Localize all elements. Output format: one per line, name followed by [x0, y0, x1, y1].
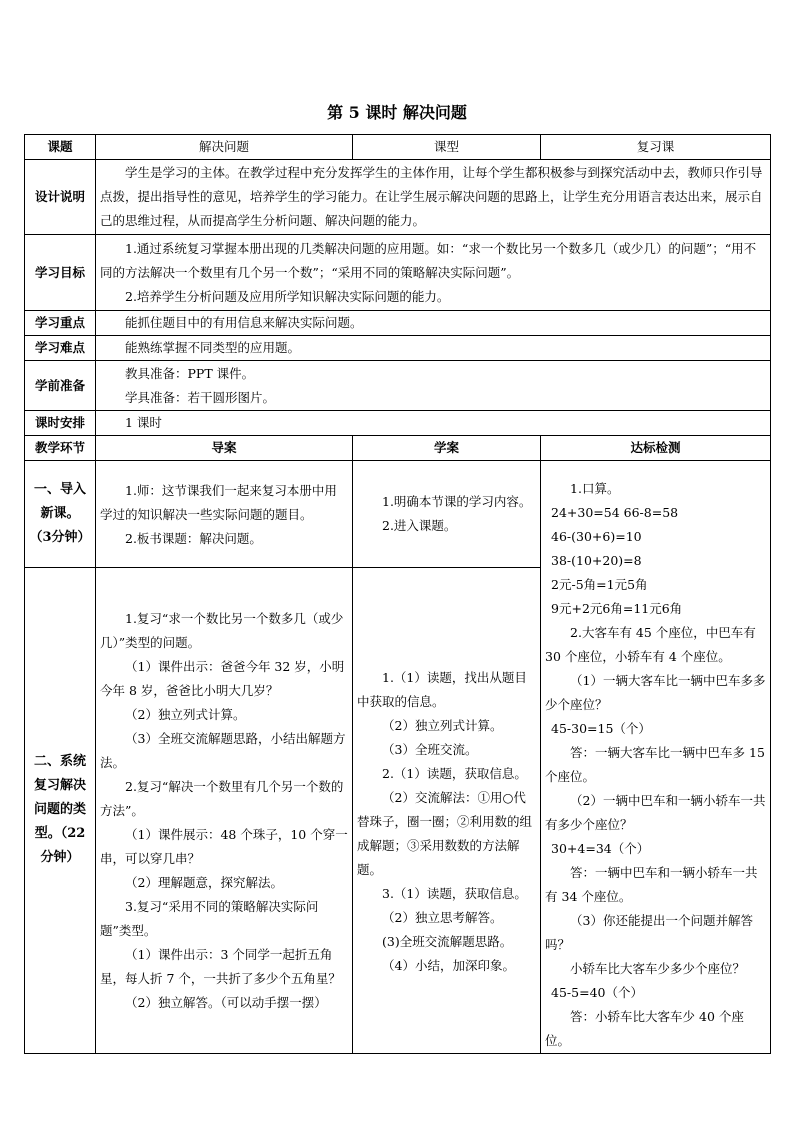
page-title: 第 5 课时 解决问题: [327, 103, 467, 122]
stage1-guide: 1.师：这节课我们一起来复习本册中用学过的知识解决一些实际问题的题目。 2.板书课题：解决问题。: [96, 461, 353, 568]
stage2-guide: 1.复习“求一个数比另一个数多几（或少几）”类型的问题。 （1）课件出示：爸爸今年 32 岁，小明今年 8 岁，爸爸比小明大几岁？ （2）独立列式计算。 （3）全班交流解题思路，小结出解题方法。 2.复习“解决一个数里有几个另一个数的方法”。 （1）课件展示：48 个珠子，10 个穿一串，可以穿几串？ （2）理解题意，探究解法。 3.复习“采用不同的策略解决实际问题”类型。 （1）课件出示：3 个同学一起折五角星，每人折 7 个，一共折了多少个五角星？ （2）独立解答。（可以动手摆一摆）: [96, 567, 353, 1053]
lesson-plan-table: [24, 134, 771, 1054]
check-item: 38-(10+20)=8: [551, 553, 642, 568]
key-points-label: 学习重点: [25, 311, 96, 336]
check-item: （1）一辆大客车比一辆中巴车多多少个座位？: [545, 673, 766, 712]
check-item: 答：小轿车比大客车少 40 个座位。: [545, 1009, 744, 1048]
course-value: 解决问题: [96, 135, 353, 160]
check-item: 46-(30+6)=10: [551, 529, 642, 544]
goals-label: 学习目标: [25, 235, 96, 311]
key-points-row: [25, 311, 771, 336]
column-check: 达标检测: [541, 436, 771, 461]
column-stage: 教学环节: [25, 436, 96, 461]
check-item: 2.大客车有 45 个座位，中巴车有 30 个座位，小轿车有 4 个座位。: [545, 625, 756, 664]
type-label: 课型: [353, 135, 541, 160]
course-label: 课题: [25, 135, 96, 160]
goal-item: 2.培养学生分析问题及应用所学知识解决实际问题的能力。: [125, 288, 450, 304]
check-item: 小轿车比大客车少多少个座位？: [570, 961, 746, 976]
check-item: 1.口算。: [570, 481, 620, 496]
schedule-text: 1 课时: [125, 415, 162, 430]
key-points-text: 能抓住题目中的有用信息来解决实际问题。: [125, 315, 363, 330]
difficulty-label: 学习难点: [25, 336, 96, 361]
check-item: 2元-5角=1元5角: [551, 577, 648, 592]
schedule-label: 课时安排: [25, 411, 96, 436]
type-value: 复习课: [541, 135, 771, 160]
goals-row: [25, 235, 771, 311]
check-item: 答：一辆大客车比一辆中巴车多 15 个座位。: [545, 745, 765, 784]
check-item: 45-30=15（个）: [551, 721, 651, 736]
preparation-item: 学具准备：若干圆形图片。: [125, 389, 276, 405]
column-guide: 导案: [96, 436, 353, 461]
stage1-name: 一、导入 新课。 （3分钟）: [25, 461, 96, 568]
check-item: 30+4=34（个）: [551, 841, 650, 856]
check-item: （2）一辆中巴车和一辆小轿车一共有多少个座位？: [545, 793, 766, 832]
check-item: 答：一辆中巴车和一辆小轿车一共有 34 个座位。: [545, 865, 758, 904]
stage2-name: 二、系统 复习解决 问题的类 型。（22 分钟）: [25, 567, 96, 1053]
columns-header-row: [25, 436, 771, 461]
design-row: [25, 160, 771, 235]
difficulty-text: 能熟练掌握不同类型的应用题。: [125, 340, 301, 355]
preparation-row: [25, 361, 771, 411]
stage2-study: 1.（1）读题，找出从题目中获取的信息。 （2）独立列式计算。 （3）全班交流。 2.（1）读题，获取信息。 （2）交流解法：①用○代替珠子，圈一圈；②利用数的组成解题；③采用数数的方法解题。 3.（1）读题，获取信息。 （2）独立思考解答。 (3)全班交流解题思路。 （4）小结，加深印象。: [353, 567, 541, 1053]
stage1-study: 1.明确本节课的学习内容。 2.进入课题。: [353, 461, 541, 568]
design-label: 设计说明: [25, 160, 96, 235]
difficulty-row: [25, 336, 771, 361]
preparation-label: 学前准备: [25, 361, 96, 411]
check-item: （3）你还能提出一个问题并解答吗？: [545, 913, 753, 952]
design-text: 学生是学习的主体。在教学过程中充分发挥学生的主体作用，让每个学生都积极参与到探究活动中去，教师只作引导点拨，提出指导性的意见，培养学生的学习能力。在让学生展示解决问题的思路上，让学生充分用语言表达出来，展示自己的思维过程，从而提高学生分析问题、解决问题的能力。: [100, 165, 763, 228]
column-study: 学案: [353, 436, 541, 461]
check-list: [545, 477, 766, 1053]
check-item: 9元+2元6角=11元6角: [551, 601, 683, 616]
goal-item: 1.通过系统复习掌握本册出现的几类解决问题的应用题。如：“求一个数比另一个数多几（或少几）的问题”；“用不同的方法解决一个数里有几个另一个数”；“采用不同的策略解决实际问题”。: [100, 240, 757, 280]
check-item: 24+30=54 66-8=58: [551, 505, 679, 520]
preparation-item: 教具准备：PPT 课件。: [125, 365, 255, 381]
check-item: 45-5=40（个）: [551, 985, 643, 1000]
schedule-row: [25, 411, 771, 436]
header-row: [25, 135, 771, 160]
stage1-row: [25, 461, 771, 568]
check-cell: [541, 461, 771, 1054]
